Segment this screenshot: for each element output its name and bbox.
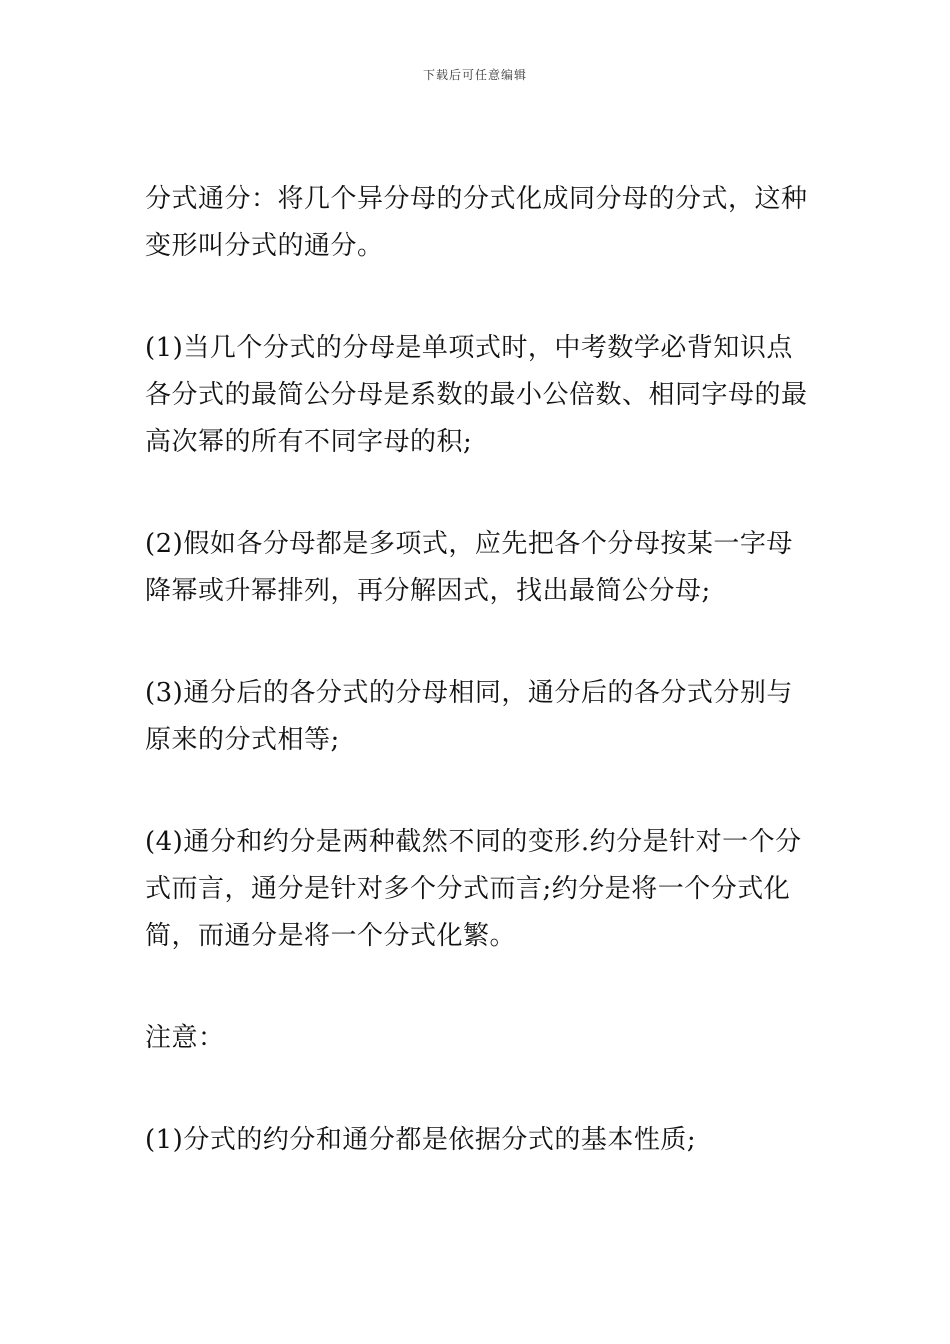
document-body <box>145 176 815 1164</box>
paragraph-definition: 分式通分：将几个异分母的分式化成同分母的分式，这种变形叫分式的通分。 <box>145 184 808 261</box>
paragraph-rule-3: (3)通分后的各分式的分母相同，通分后的各分式分别与原来的分式相等; <box>145 678 793 755</box>
paragraph-note-heading: 注意： <box>145 1023 225 1053</box>
paragraph-rule-1: (1)当几个分式的分母是单项式时，中考数学必背知识点各分式的最简公分母是系数的最小公倍数、相同字母的最高次幂的所有不同字母的积; <box>145 333 808 457</box>
paragraph-rule-4: (4)通分和约分是两种截然不同的变形.约分是针对一个分式而言，通分是针对多个分式而言;约分是将一个分式化简，而通分是将一个分式化繁。 <box>145 827 802 951</box>
page-header: 下载后可任意编辑 <box>422 68 527 82</box>
paragraph-note-1: (1)分式的约分和通分都是依据分式的基本性质; <box>145 1125 697 1155</box>
paragraph-rule-2: (2)假如各分母都是多项式，应先把各个分母按某一字母降幂或升幂排列，再分解因式，找出最简公分母; <box>145 529 793 606</box>
